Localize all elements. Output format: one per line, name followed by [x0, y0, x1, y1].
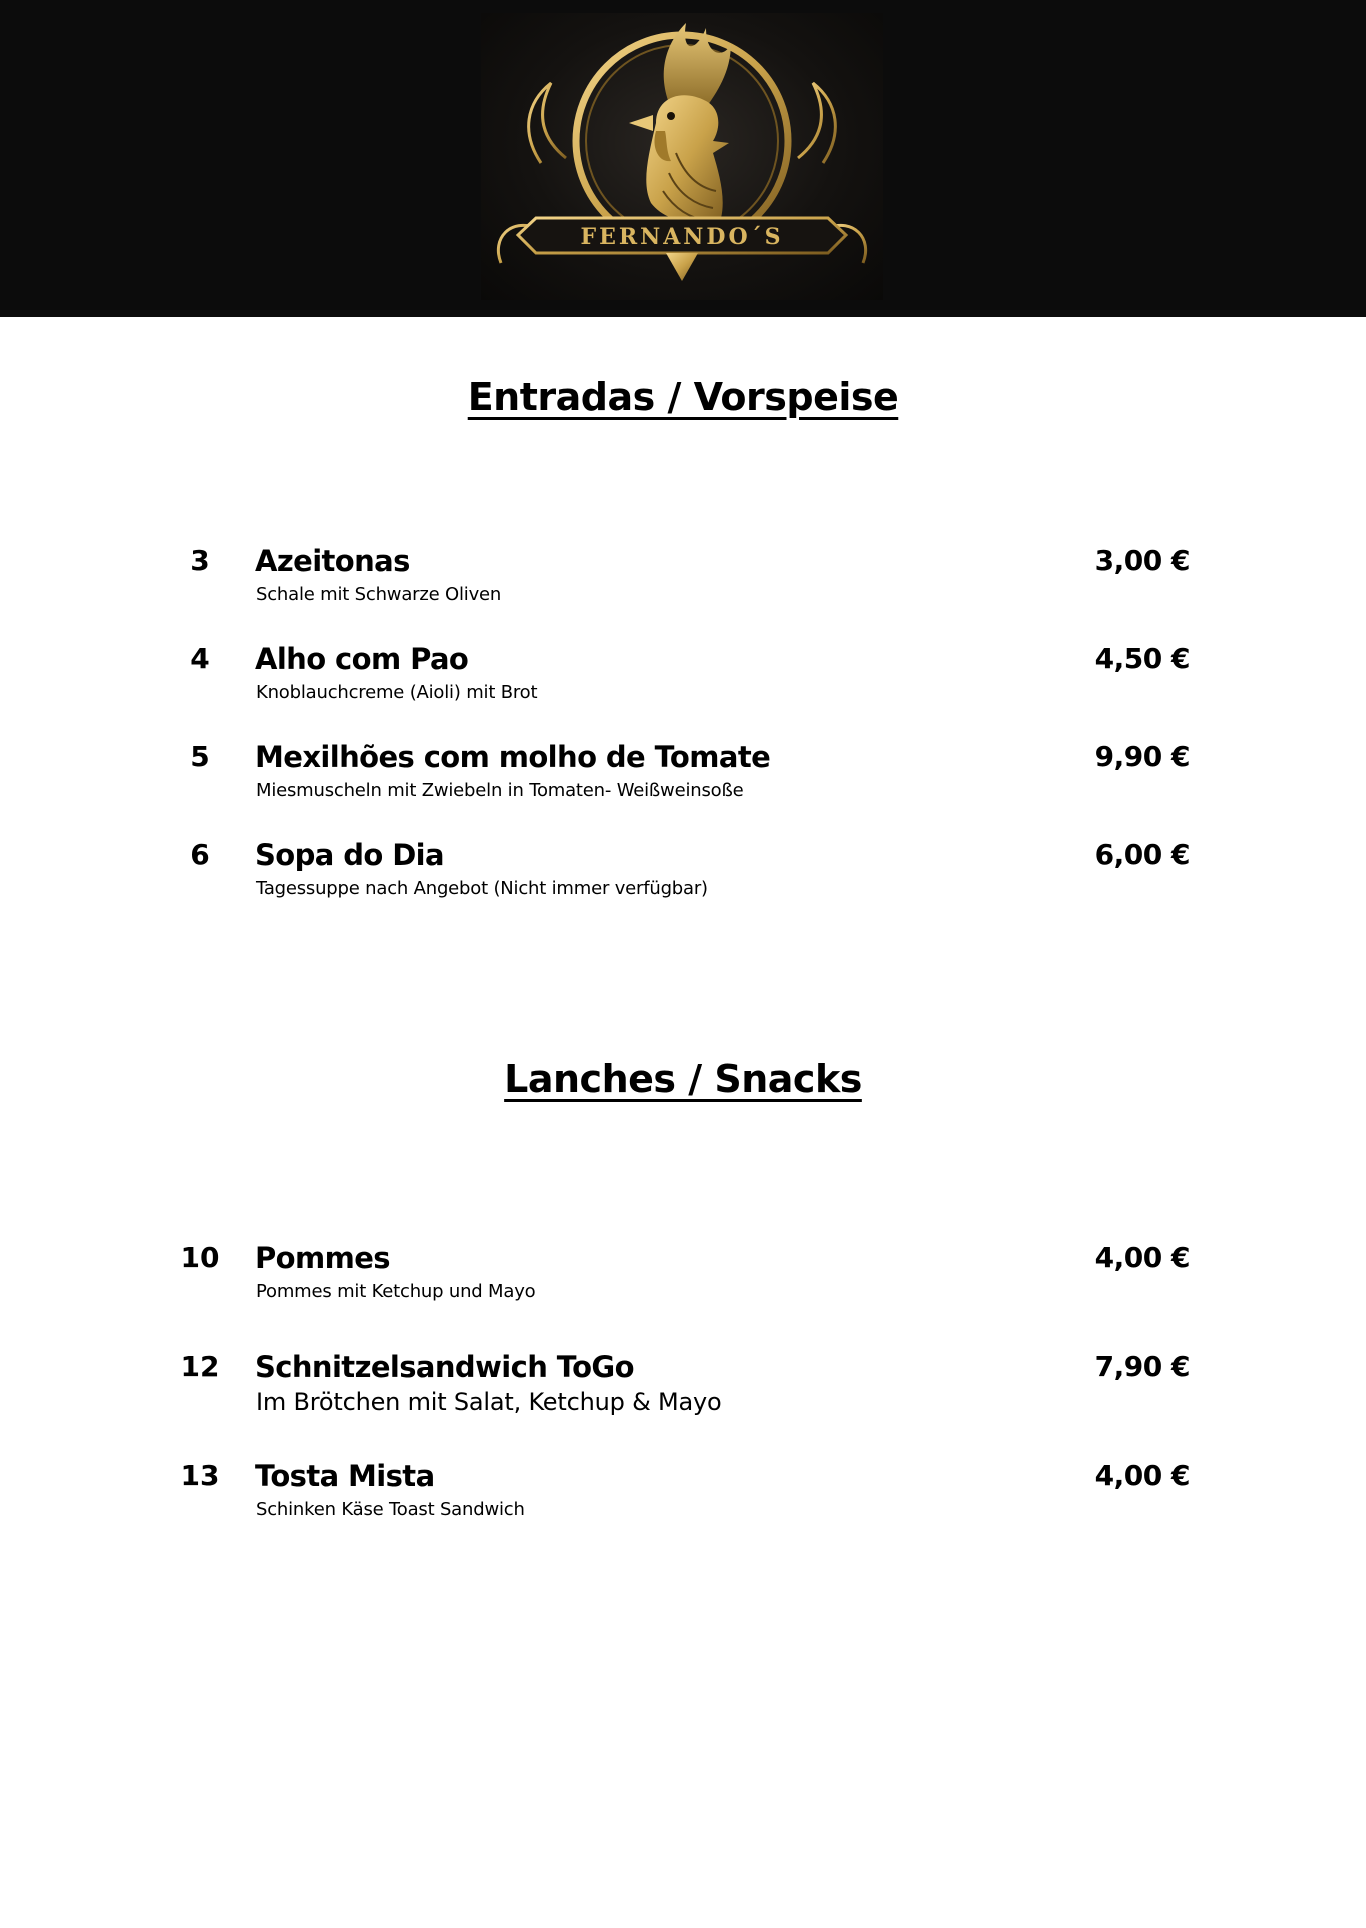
logo — [481, 13, 883, 300]
item-description: Schinken Käse Toast Sandwich — [256, 1499, 525, 1520]
menu-item — [0, 1349, 1366, 1429]
menu-item — [0, 641, 1366, 721]
menu-item — [0, 1458, 1366, 1538]
menu-item — [0, 543, 1366, 623]
logo-text: FERNANDO´S — [580, 224, 784, 250]
item-price: 7,90 € — [1094, 1350, 1190, 1383]
item-description: Schale mit Schwarze Oliven — [256, 584, 502, 605]
item-description: Pommes mit Ketchup und Mayo — [256, 1281, 536, 1302]
header-band — [0, 0, 1366, 317]
item-name: Mexilhões com molho de Tomate — [255, 740, 771, 774]
item-description: Im Brötchen mit Salat, Ketchup & Mayo — [256, 1388, 722, 1416]
item-number: 5 — [190, 740, 210, 773]
item-number: 3 — [190, 544, 210, 577]
item-description: Miesmuscheln mit Zwiebeln in Tomaten- Weißweinsoße — [256, 780, 744, 801]
item-price: 4,00 € — [1094, 1241, 1190, 1274]
item-price: 3,00 € — [1094, 544, 1190, 577]
item-name: Schnitzelsandwich ToGo — [255, 1350, 634, 1384]
section-title-entradas: Entradas / Vorspeise — [467, 375, 899, 419]
item-number: 4 — [190, 642, 210, 675]
item-name: Sopa do Dia — [255, 838, 444, 872]
item-description: Knoblauchcreme (Aioli) mit Brot — [256, 682, 538, 703]
menu-item — [0, 739, 1366, 819]
item-description: Tagessuppe nach Angebot (Nicht immer verfügbar) — [256, 878, 708, 899]
menu-item — [0, 1240, 1366, 1320]
item-number: 10 — [180, 1241, 220, 1274]
item-price: 4,00 € — [1094, 1459, 1190, 1492]
item-price: 6,00 € — [1094, 838, 1190, 871]
item-number: 13 — [180, 1459, 220, 1492]
item-number: 6 — [190, 838, 210, 871]
rooster-logo-icon — [481, 13, 883, 300]
item-price: 4,50 € — [1094, 642, 1190, 675]
item-name: Pommes — [255, 1241, 390, 1275]
item-name: Tosta Mista — [255, 1459, 435, 1493]
section-title-lanches: Lanches / Snacks — [504, 1057, 862, 1101]
menu-item — [0, 837, 1366, 917]
item-name: Azeitonas — [255, 544, 410, 578]
item-number: 12 — [180, 1350, 220, 1383]
item-price: 9,90 € — [1094, 740, 1190, 773]
item-name: Alho com Pao — [255, 642, 469, 676]
